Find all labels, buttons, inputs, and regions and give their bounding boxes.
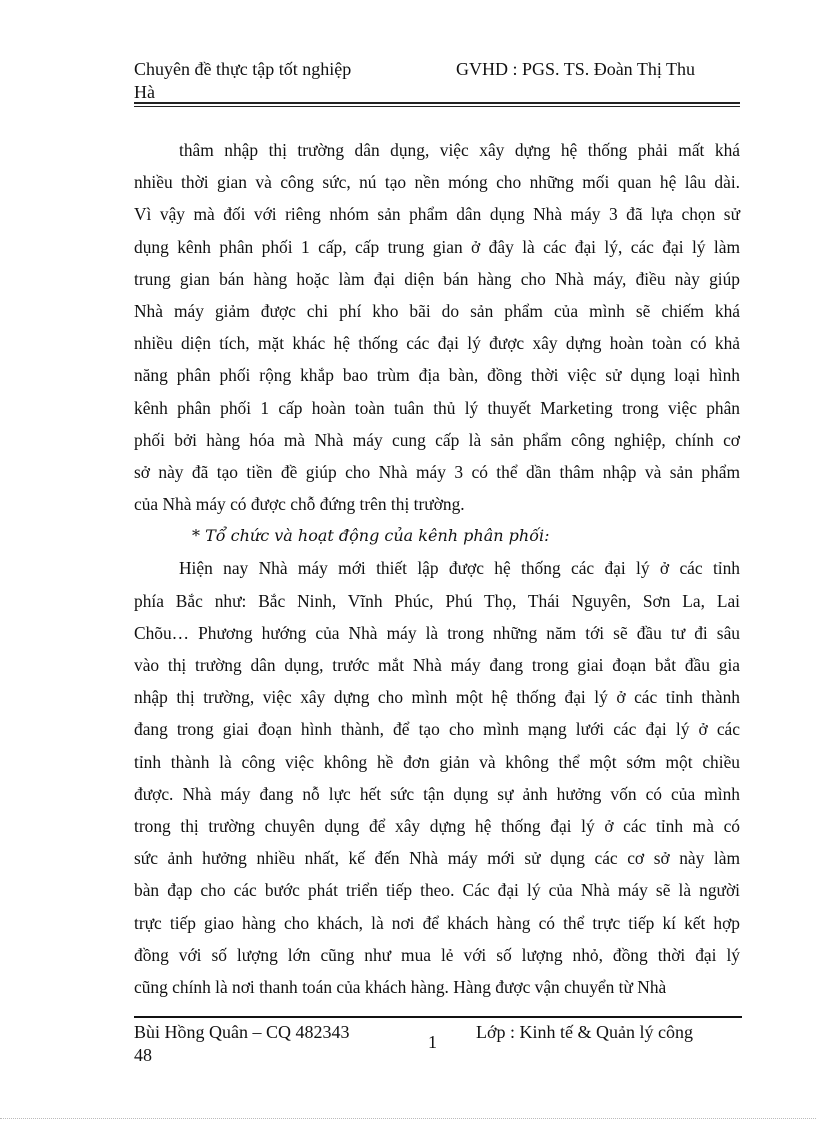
text-line: phía Bắc như: Bắc Ninh, Vĩnh Phúc, Phú Thọ, Thái Nguyên, Sơn La, Lai	[134, 590, 740, 611]
page-number: 1	[428, 1032, 437, 1052]
subheading: * Tổ chức và hoạt động của kênh phân phối:	[192, 526, 550, 546]
text-line: sức ảnh hưởng nhiều nhất, kế đến Nhà máy mới sử dụng các cơ sở này làm	[134, 848, 740, 869]
text-line: sở này đã tạo tiền đề giúp cho Nhà máy 3 có thể dần thâm nhập và sản phẩm	[134, 461, 740, 482]
footer-class: Lớp : Kinh tế & Quản lý công	[476, 1022, 693, 1042]
text-line: Nhà máy giảm được chi phí kho bãi do sản phẩm của mình sẽ chiếm khá	[134, 300, 740, 321]
header-advisor: GVHD : PGS. TS. Đoàn Thị Thu	[456, 59, 696, 79]
paragraph-2	[134, 552, 740, 1003]
text-line: trực tiếp giao hàng cho khách, là nơi để khách hàng có thể trực tiếp kí kết hợp	[134, 912, 740, 933]
text-line: Vì vậy mà đối với riêng nhóm sản phẩm dân dụng Nhà máy 3 đã lựa chọn sử	[134, 204, 740, 225]
footer-author: Bùi Hồng Quân – CQ 482343	[134, 1022, 350, 1042]
text-line: kênh phân phối 1 cấp hoàn toàn tuân thủ lý thuyết Marketing trong việc phân	[134, 397, 740, 418]
text-line: dụng kênh phân phối 1 cấp, cấp trung gian ở đây là các đại lý, các đại lý làm	[134, 236, 740, 257]
text-line: thâm nhập thị trường dân dụng, việc xây dựng hệ thống phải mất khá	[179, 140, 740, 160]
footer-rule	[134, 1016, 742, 1018]
text-line: nhập thị trường, việc xây dựng cho mình một hệ thống đại lý ở các tỉnh thành	[134, 687, 740, 708]
document-body	[134, 134, 740, 1003]
page-edge	[0, 1118, 816, 1119]
text-line: đồng với số lượng lớn cũng như mua lẻ với số lượng nhỏ, đồng thời đại lý	[134, 944, 740, 965]
text-line: cũng chính là nơi thanh toán của khách hàng. Hàng được vận chuyển từ Nhà	[134, 976, 667, 997]
header-title: Chuyên đề thực tập tốt nghiệp	[134, 59, 352, 79]
text-line: phối bởi hàng hóa mà Nhà máy cung cấp là sản phẩm công nghiệp, chính cơ	[134, 429, 740, 450]
text-line: trung gian bán hàng hoặc làm đại diện bán hàng cho Nhà máy, điều này giúp	[134, 268, 740, 289]
text-line: của Nhà máy có được chỗ đứng trên thị trường.	[134, 494, 465, 515]
text-line: nhiều thời gian và công sức, nú tạo nền móng cho những mối quan hệ lâu dài.	[134, 172, 740, 193]
text-line: bàn đạp cho các bước phát triển tiếp theo. Các đại lý của Nhà máy sẽ là người	[134, 880, 740, 901]
text-line: vào thị trường dân dụng, trước mắt Nhà máy đang trong giai đoạn bắt đầu gia	[134, 655, 740, 675]
text-line: Hiện nay Nhà máy mới thiết lập được hệ thống các đại lý ở các tỉnh	[179, 558, 740, 579]
text-line: Chõu… Phương hướng của Nhà máy là trong những năm tới sẽ đầu tư đi sâu	[134, 622, 740, 643]
text-line: nhiều diện tích, mặt khác hệ thống các đại lý được xây dựng hoàn toàn có khả	[134, 333, 740, 354]
footer-author-wrap: 48	[134, 1045, 152, 1065]
text-line: tỉnh thành là công việc không hề đơn giản và không thể một sớm một chiều	[134, 751, 740, 772]
header-double-rule	[134, 102, 740, 107]
text-line: đang trong giai đoạn hình thành, để tạo cho mình mạng lưới các đại lý ở các	[134, 719, 740, 740]
text-line: năng phân phối rộng khắp bao trùm địa bàn, đồng thời việc sử dụng loại hình	[134, 365, 740, 386]
text-line: được. Nhà máy đang nỗ lực hết sức tận dụng sự ảnh hưởng vốn có của mình	[134, 783, 740, 804]
text-line: trong thị trường chuyên dụng để xây dựng hệ thống đại lý ở các tỉnh mà có	[134, 815, 740, 836]
header-advisor-wrap: Hà	[134, 82, 155, 102]
paragraph-1	[134, 134, 740, 520]
